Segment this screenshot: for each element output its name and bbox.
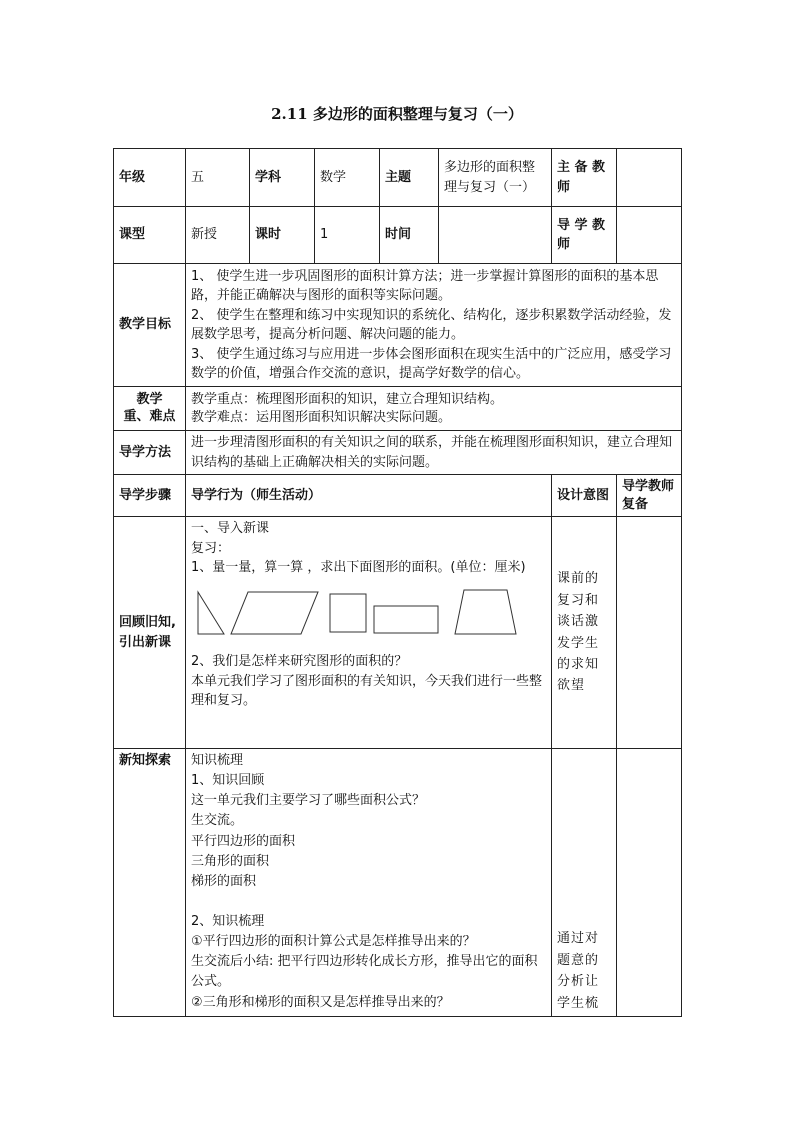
lead-teacher-label: 主 备 教师 — [552, 149, 617, 207]
method-text: 进一步理清图形面积的有关知识之间的联系，并能在梳理图形面积知识，建立合理知识结构的基础上正确解决相关的实际问题。 — [186, 431, 682, 475]
guide-teacher-value — [617, 207, 682, 264]
lesson-plan-table — [113, 148, 682, 1017]
subject-label: 学科 — [250, 149, 315, 207]
guide-teacher-label: 导 学 教师 — [552, 207, 617, 264]
period-label: 课时 — [250, 207, 315, 264]
shapes-figure — [191, 588, 521, 638]
explore-line: 平行四边形的面积 — [191, 833, 296, 849]
explore-notes — [617, 749, 682, 1017]
explore-line: 2、知识梳理 — [191, 913, 265, 929]
key-point: 教学重点：梳理图形面积的知识，建立合理知识结构。 — [191, 391, 504, 407]
keypoints-row — [114, 387, 682, 431]
lead-teacher-value — [617, 149, 682, 207]
review-line: 1、量一量，算一算 ，求出下面图形的面积。(单位：厘米) — [191, 560, 526, 575]
review-line: 复习： — [191, 540, 231, 556]
explore-intent: 通过对题意的分析让学生梳 — [552, 749, 617, 1017]
review-content — [186, 517, 552, 749]
time-label: 时间 — [380, 207, 439, 264]
explore-line: 生交流后小结: 把平行四边形转化成长方形，推导出它的面积公式。 — [191, 954, 538, 990]
difficult-point: 教学难点：运用图形面积知识解决实际问题。 — [191, 409, 452, 425]
explore-label: 新知探索 — [114, 749, 186, 1017]
page-title: 2.11 多边形的面积整理与复习（一） — [271, 105, 523, 123]
explore-line: ②三角形和梯形的面积又是怎样推导出来的？ — [191, 994, 450, 1010]
review-notes — [617, 517, 682, 749]
actions-header: 导学行为（师生活动） — [186, 475, 552, 517]
period-value: 1 — [315, 207, 380, 264]
keypoints-label — [114, 387, 186, 431]
review-line: 2、我们是怎样来研究图形的面积的？ — [191, 654, 408, 669]
trapezoid-shape — [455, 590, 516, 634]
review-intent: 课前的复习和谈话激发学生的求知欲望 — [552, 517, 617, 749]
grade-value: 五 — [186, 149, 250, 207]
review-line: 一、导入新课 — [191, 521, 270, 536]
intent-header: 设计意图 — [552, 475, 617, 517]
theme-value: 多边形的面积整理与复习（一） — [439, 149, 552, 207]
grade-label: 年级 — [114, 149, 186, 207]
keypoints-content — [186, 387, 682, 431]
explore-line: ①平行四边形的面积计算公式是怎样推导出来的？ — [191, 934, 476, 950]
explore-line: 三角形的面积 — [191, 853, 270, 869]
triangle-shape — [198, 592, 224, 634]
explore-line — [191, 892, 546, 912]
review-header: 导学教师复备 — [617, 475, 682, 517]
explore-line: 梯形的面积 — [191, 873, 257, 889]
steps-header-row — [114, 475, 682, 517]
explore-row — [114, 749, 682, 1017]
method-row — [114, 431, 682, 475]
goal-item: 2、 使学生在整理和练习中实现知识的系统化、结构化，逐步积累数学活动经验，发展数学思考，提高分析问题、解决问题的能力。 — [191, 307, 672, 342]
review-row — [114, 517, 682, 749]
square-shape — [330, 594, 366, 632]
review-line: 本单元我们学习了图形面积的有关知识，今天我们进行一些整理和复习。 — [191, 673, 543, 708]
parallelogram-shape — [231, 592, 318, 634]
goals-row — [114, 264, 682, 387]
goals-label: 教学目标 — [114, 264, 186, 387]
goal-item: 1、 使学生进一步巩固图形的面积计算方法；进一步掌握计算图形的面积的基本思路，并能正确解决与图形的面积等实际问题。 — [191, 268, 659, 303]
time-value — [439, 207, 552, 264]
keypoints-label-line1: 教学 — [136, 391, 163, 407]
steps-header: 导学步骤 — [114, 475, 186, 517]
subject-value: 数学 — [315, 149, 380, 207]
explore-line: 这一单元我们主要学习了哪些面积公式？ — [191, 793, 426, 809]
info-row-2 — [114, 207, 682, 264]
keypoints-label-line2: 重、难点 — [123, 408, 176, 424]
review-label: 回顾旧知,引出新课 — [114, 517, 186, 749]
explore-line: 生交流。 — [191, 813, 244, 829]
goals-content — [186, 264, 682, 387]
goal-item: 3、 使学生通过练习与应用进一步体会图形面积在现实生活中的广泛应用，感受学习数学的价值，增强合作交流的意识，提高学好数学的信心。 — [191, 346, 672, 381]
method-label: 导学方法 — [114, 431, 186, 475]
theme-label: 主题 — [380, 149, 439, 207]
explore-line: 知识梳理 — [191, 753, 244, 768]
type-value: 新授 — [186, 207, 250, 264]
type-label: 课型 — [114, 207, 186, 264]
info-row-1 — [114, 149, 682, 207]
explore-line: 1、知识回顾 — [191, 773, 265, 789]
explore-content — [186, 749, 552, 1017]
rectangle-shape — [374, 606, 438, 633]
